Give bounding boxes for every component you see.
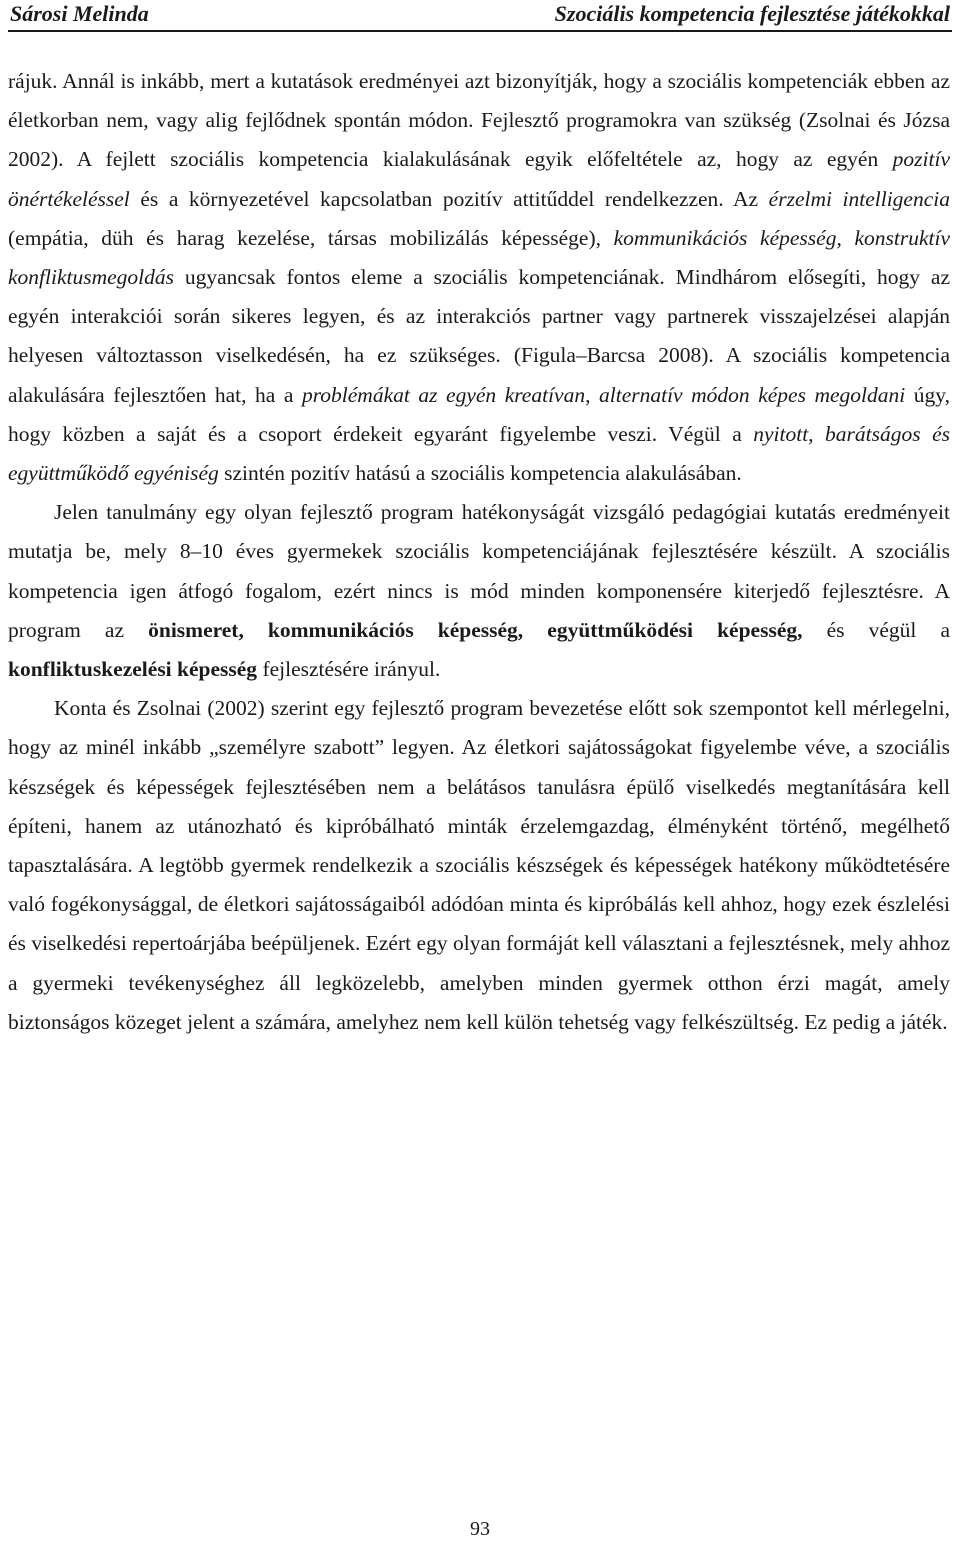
header-title: Szociális kompetencia fejlesztése játékokkal — [554, 1, 950, 26]
bold-phrase: konfliktuskezelési képesség — [8, 657, 258, 682]
paragraph — [8, 493, 950, 689]
italic-phrase: kommunikációs képesség, konstruktív konfliktusmegoldás — [8, 225, 951, 290]
italic-phrase: pozitív önértékeléssel — [8, 147, 950, 211]
italic-phrase: problémákat az egyén kreatívan, alternatív módon képes megoldani — [301, 382, 906, 407]
italic-phrase: nyitott, barátságos és együttműködő egyéniség — [8, 421, 950, 486]
text-run: szintén pozitív hatású a szociális kompetencia alakulásában. — [218, 461, 742, 486]
text-run: úgy, hogy közben a saját és a csoport érdekeit egyaránt figyelembe veszi. Végül a — [8, 382, 951, 446]
text-run: rájuk. Annál is inkább, mert a kutatások eredményei azt bizonyítják, hogy a szociális kompetenciák ebben az életkorban nem, vagy alig fejlődnek spontán módon. Fejlesztő programokra van szükség (Zsolnai és Józsa 2002). — [8, 69, 950, 172]
header-author: Sárosi Melinda — [10, 1, 149, 26]
text-run: és végül a — [802, 617, 951, 642]
text-run: (empátia, düh és harag kezelése, társas mobilizálás képessége), — [8, 225, 614, 250]
text-run: A fejlett szociális kompetencia kialakulásának egyik előfeltétele az, hogy az egyén — [63, 147, 893, 172]
page-number: 93 — [470, 1518, 490, 1540]
text-run: Jelen tanulmány egy olyan fejlesztő program hatékonyságát vizsgáló pedagógiai kutatás eredményeit mutatja be, mely 8–10 éves gyermekek szociális kompetenciájának fejlesztésére készült. A szociális kompetencia igen átfogó fogalom, ezért nincs is mód minden komponensére kiterjedő fejlesztésre. A program az — [8, 500, 950, 642]
bold-phrase: önismeret, kommunikációs képesség, együttműködési képesség, — [148, 617, 803, 642]
text-run: fejlesztésére irányul. — [257, 657, 441, 682]
paragraph — [8, 689, 950, 1042]
paragraph — [8, 62, 950, 493]
body-text — [8, 62, 950, 1042]
running-header — [8, 0, 952, 32]
italic-phrase: érzelmi intelligencia — [768, 186, 950, 211]
text-run: Konta és Zsolnai (2002) szerint egy fejlesztő program bevezetése előtt sok szempontot kell mérlegelni, hogy az minél inkább „személyre szabott” legyen. Az életkori sajátosságokat figyelembe véve, a szociális készségek és képességek fejlesztésében nem a belátásos tanulásra épülő viselkedés megtanítására kell építeni, hanem az utánozható és kipróbálható minták érzelemgazdag, élményként történő, megélhető tapasztalására. A legtöbb gyermek rendelkezik a szociális készségek és képességek hatékony működtetésére való fogékonysággal, de életkori sajátosságaiból adódóan minta és kipróbálás kell ahhoz, hogy ezek észlelési és viselkedési repertoárjába beépüljenek. Ezért egy olyan formáját kell választani a fejlesztésnek, mely ahhoz a gyermeki tevékenységhez áll legközelebb, amelyben minden gyermek otthon érzi magát, amely biztonságos közeget jelent a számára, amelyhez nem kell külön tehetség vagy felkészültség. Ez pedig a játék. — [8, 696, 950, 1034]
text-run: és a környezetével kapcsolatban pozitív attitűddel rendelkezzen. Az — [129, 186, 769, 211]
text-run: ugyancsak fontos eleme a szociális kompetenciának. Mindhárom elősegíti, hogy az egyén interakciói során sikeres legyen, és az interakciós partner vagy partnerek visszajelzései alapján helyesen változtasson viselkedésén, ha ez szükséges. (Figula–Barcsa 2008). A szociális kompetencia alakulására fejlesztően hat, ha a — [8, 265, 950, 407]
